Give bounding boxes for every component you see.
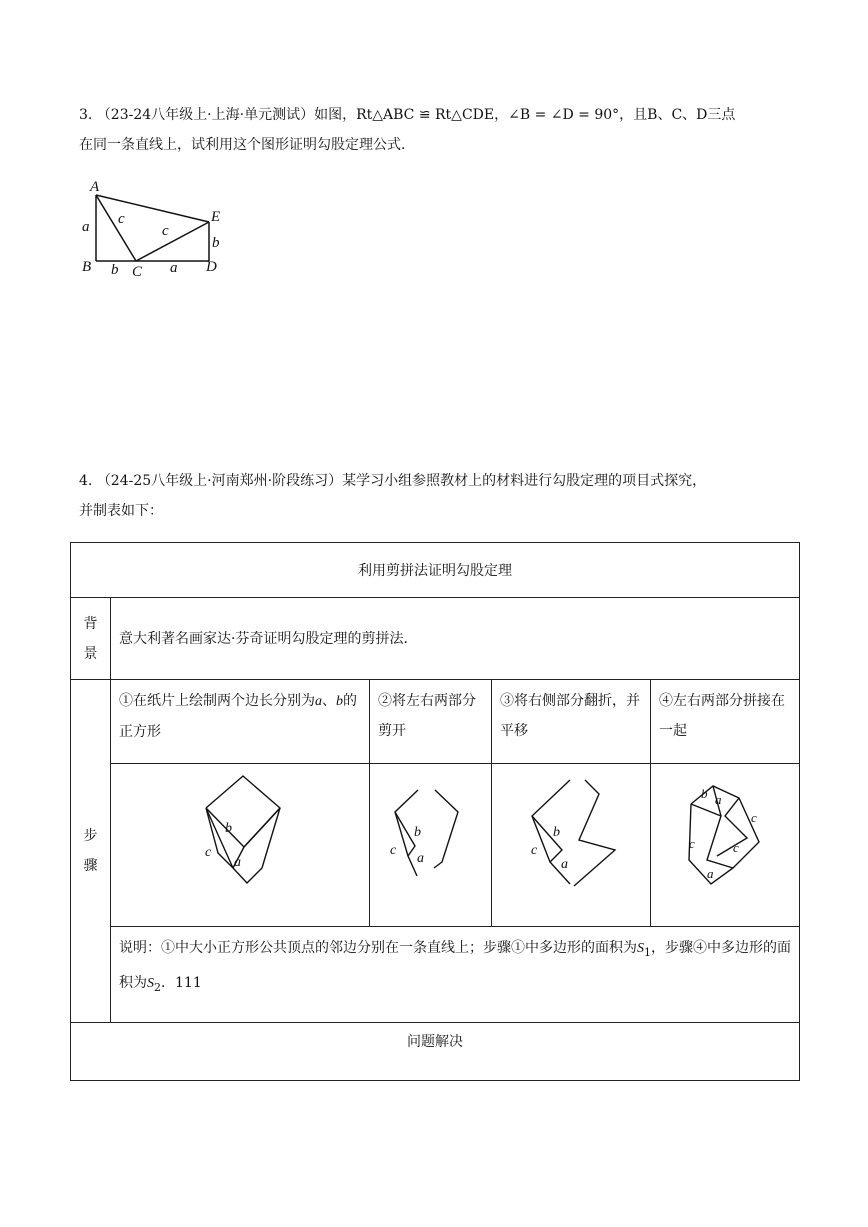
- step-1-text: ①在纸片上绘制两个边长分别为a、b的正方形: [111, 680, 370, 764]
- svg-text:b: b: [553, 825, 560, 840]
- svg-text:a: a: [707, 866, 714, 881]
- background-text: 意大利著名画家达·芬奇证明勾股定理的剪拼法．: [111, 598, 800, 680]
- svg-text:a: a: [234, 855, 241, 870]
- label-E: E: [211, 209, 221, 225]
- svg-text:b: b: [414, 825, 421, 840]
- label-b-bottom: b: [111, 262, 119, 278]
- step-4-figure-cell: [651, 764, 800, 927]
- q3-number: 3.: [79, 107, 93, 123]
- step-3-figure: [492, 764, 650, 922]
- svg-text:c: c: [733, 840, 739, 855]
- svg-text:c: c: [689, 836, 695, 851]
- step-3-text: ③将右侧部分翻折，并平移: [492, 680, 651, 764]
- question-4: [79, 466, 794, 526]
- svg-text:c: c: [390, 843, 397, 858]
- q4-line2: 并制表如下：: [79, 503, 163, 519]
- svg-text:b: b: [225, 821, 232, 836]
- label-a-left: a: [82, 219, 90, 235]
- q3-line2: 在同一条直线上，试利用这个图形证明勾股定理公式．: [79, 137, 415, 153]
- q4-text1: 某学习小组参照教材上的材料进行勾股定理的项目式探究，: [342, 473, 707, 489]
- explanation-note: 说明：①中大小正方形公共顶点的邻边分别在一条直线上；步骤①中多边形的面积为$S_1$，步骤④中多边形的面积为$S_2$．111: [111, 927, 800, 1023]
- step-1-figure-cell: [111, 764, 370, 927]
- step-1-figure: [111, 764, 369, 922]
- question-3: [79, 100, 794, 160]
- step-2-text: ②将左右两部分剪开: [370, 680, 492, 764]
- q3-triangle-figure: [78, 175, 228, 285]
- svg-text:a: a: [715, 792, 722, 807]
- q3-source: （23-24八年级上·上海·单元测试）: [96, 107, 315, 123]
- label-A: A: [90, 179, 100, 195]
- q4-source: （24-25八年级上·河南郑州·阶段练习）: [96, 473, 343, 489]
- q4-number: 4.: [79, 473, 93, 489]
- label-b-right: b: [212, 235, 220, 251]
- svg-text:a: a: [417, 851, 424, 866]
- background-label: 背景: [71, 598, 111, 680]
- label-c-2: c: [162, 223, 169, 239]
- step-4-figure: [651, 764, 799, 922]
- q4-line1: [79, 466, 794, 496]
- step-4-text: ④左右两部分拼接在一起: [651, 680, 800, 764]
- svg-text:b: b: [701, 786, 708, 801]
- label-D: D: [206, 259, 217, 275]
- label-c-1: c: [118, 211, 125, 227]
- svg-text:c: c: [531, 843, 538, 858]
- svg-text:a: a: [561, 857, 568, 872]
- label-B: B: [82, 259, 92, 275]
- step-2-figure-cell: [370, 764, 492, 927]
- svg-text:c: c: [205, 845, 212, 860]
- q3-text1: 如图，Rt△ABC ≌ Rt△CDE，∠B = ∠D = 90°，且B、C、D三点: [314, 107, 736, 123]
- project-table: [70, 542, 800, 1081]
- label-a-bottom: a: [170, 260, 178, 276]
- step-2-figure: [370, 764, 490, 922]
- problem-solving-header: 问题解决: [71, 1023, 800, 1081]
- steps-label: 步骤: [71, 680, 111, 1023]
- label-C: C: [132, 264, 143, 280]
- q3-line1: [79, 100, 794, 130]
- table-title: 利用剪拼法证明勾股定理: [71, 543, 800, 598]
- step-3-figure-cell: [492, 764, 651, 927]
- svg-text:c: c: [751, 810, 757, 825]
